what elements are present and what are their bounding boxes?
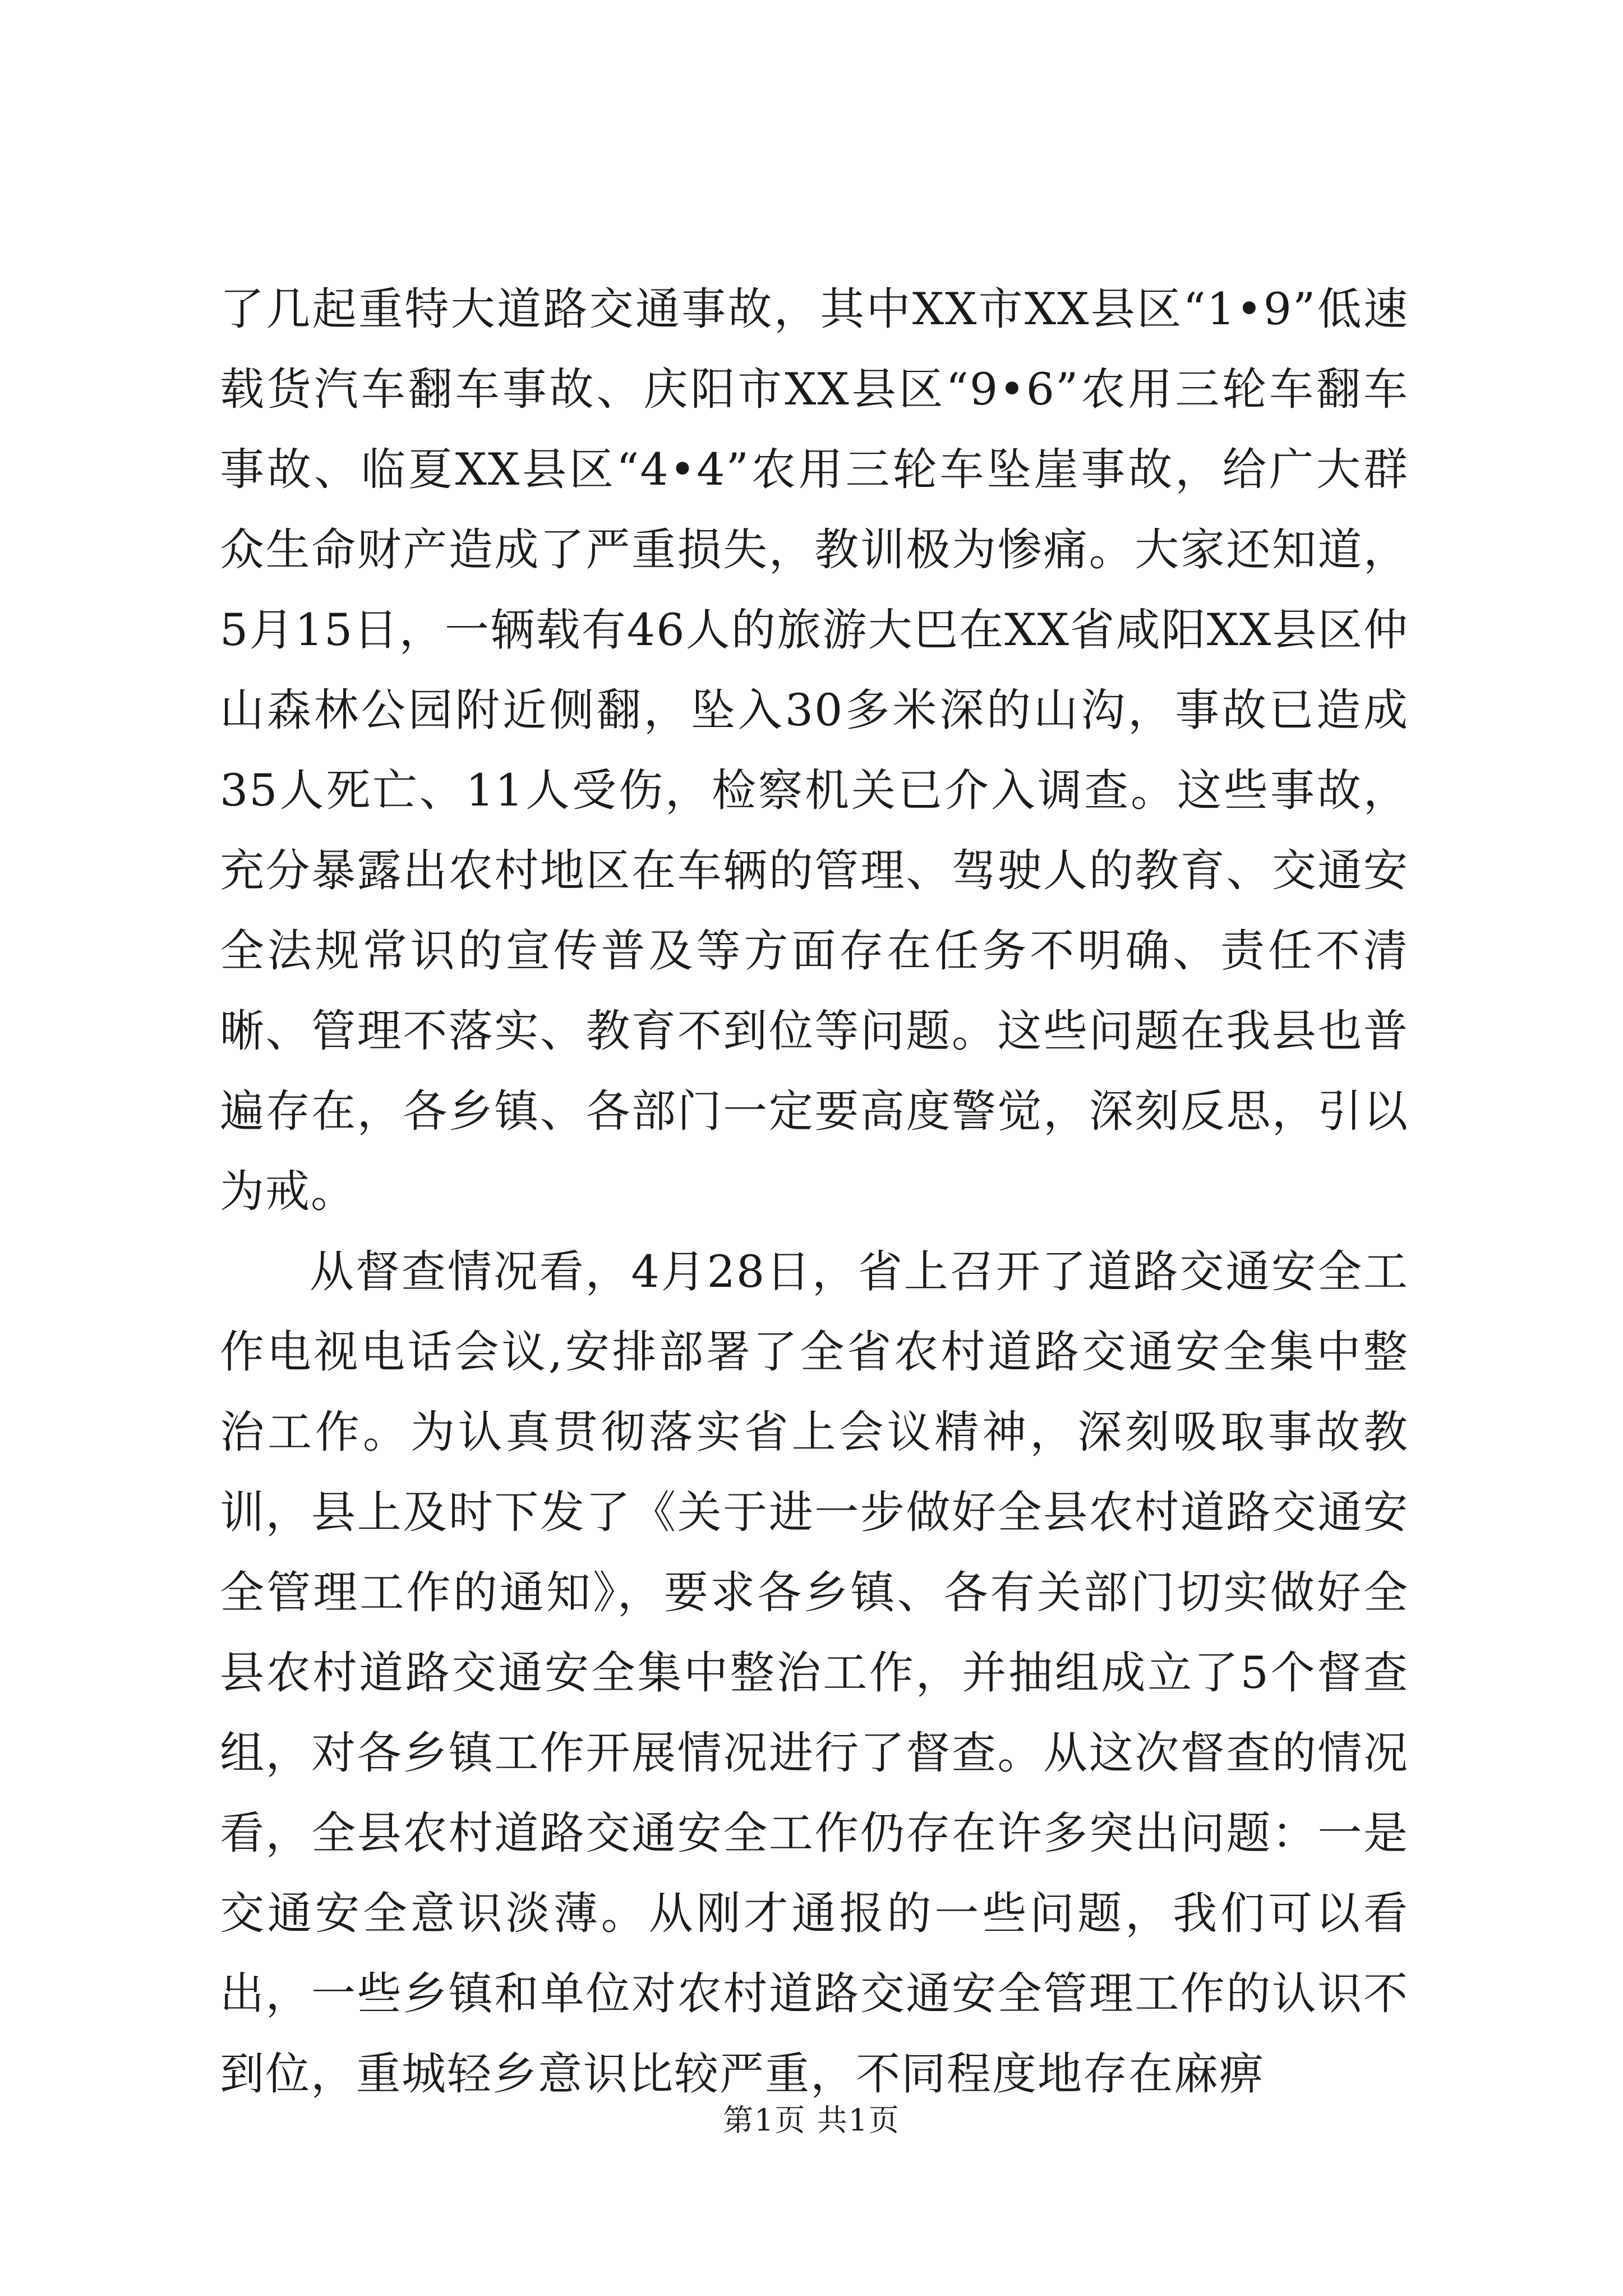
paragraph-2: 从督查情况看，4月28日，省上召开了道路交通安全工作电视电话会议,安排部署了全省农村道路交通安全集中整治工作。为认真贯彻落实省上会议精神，深刻吸取事故教训，县上及时下发了《关于进一步做好全县农村道路交通安全管理工作的通知》，要求各乡镇、各有关部门切实做好全县农村道路交通安全集中整治工作，并抽组成立了5个督查组，对各乡镇工作开展情况进行了督查。从这次督查的情况看，全县农村道路交通安全工作仍存在许多突出问题：一是交通安全意识淡薄。从刚才通报的一些问题，我们可以看出，一些乡镇和单位对农村道路交通安全管理工作的认识不到位，重城轻乡意识比较严重，不同程度地存在麻痹 (220, 1246, 1409, 2100)
page-footer: 第1页 共1页 (723, 2102, 900, 2138)
document-body (220, 269, 1409, 2114)
paragraph-1: 了几起重特大道路交通事故，其中XX市XX县区“1•9”低速载货汽车翻车事故、庆阳市XX县区“9•6”农用三轮车翻车事故、临夏XX县区“4•4”农用三轮车坠崖事故，给广大群众生命财产造成了严重损失，教训极为惨痛。大家还知道，5月15日，一辆载有46人的旅游大巴在XX省咸阳XX县区仲山森林公园附近侧翻，坠入30多米深的山沟，事故已造成35人死亡、11人受伤，检察机关已介入调查。这些事故，充分暴露出农村地区在车辆的管理、驾驶人的教育、交通安全法规常识的宣传普及等方面存在任务不明确、责任不清晰、管理不落实、教育不到位等问题。这些问题在我县也普遍存在，各乡镇、各部门一定要高度警觉，深刻反思，引以为戒。 (220, 283, 1409, 1217)
